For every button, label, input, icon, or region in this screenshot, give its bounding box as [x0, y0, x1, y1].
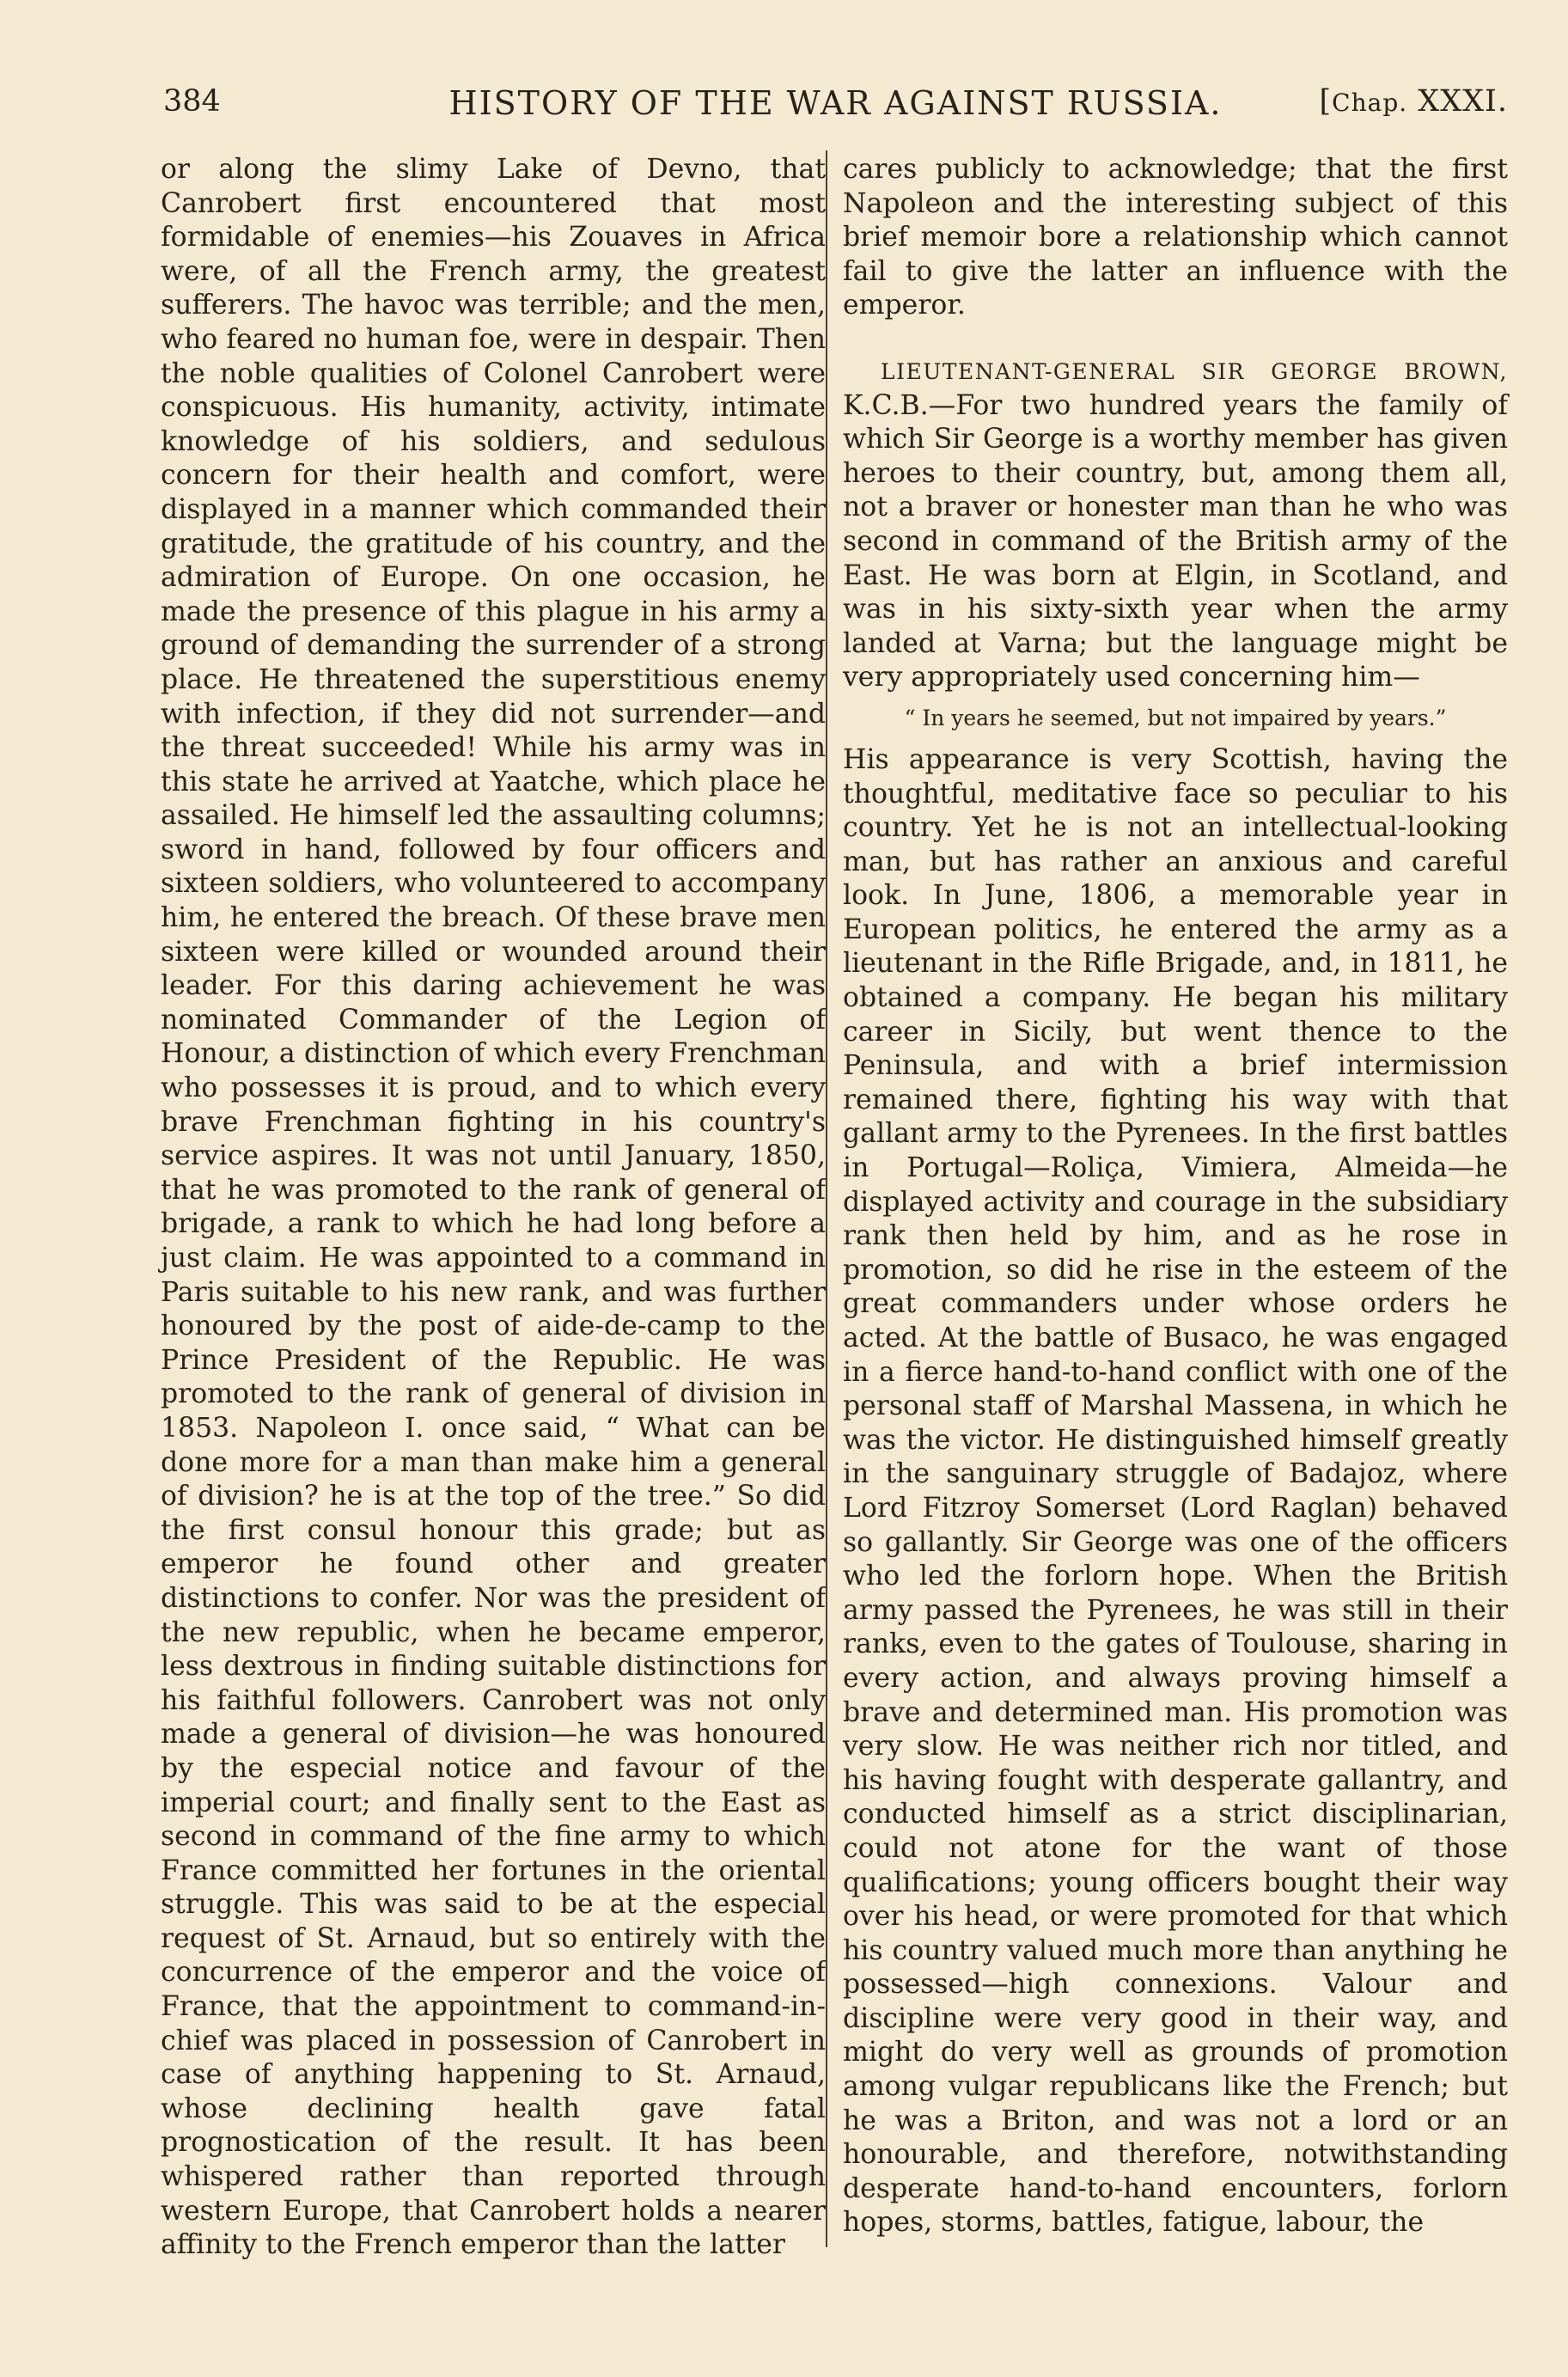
page-number: 384 [163, 84, 221, 119]
body-paragraph: His appearance is very Scottish, having the thoughtful, meditative face so peculiar to his country. Yet he is not an intellectual-looking man, but has rather an anxious and careful look. In June, 1806, a memorable year in European politics, he entered the army as a lieutenant in the Rifle Brigade, and, in 1811, he obtained a company. He began his military career in Sicily, but went thence to the Peninsula, and with a brief intermission remained there, fighting his way with that gallant army to the Pyrenees. In the first battles in Portugal—Roliça, Vimiera, Almeida—he displayed activity and courage in the subsidiary rank then held by him, and as he rose in promotion, so did he rise in the esteem of the great commanders under whose orders he acted. At the battle of Busaco, he was engaged in a fierce hand-to-hand conflict with one of the personal staff of Marshal Massena, in which he was the victor. He distinguished himself greatly in the sanguinary struggle of Badajoz, where Lord Fitzroy Somerset (Lord Raglan) behaved so gallantly. Sir George was one of the officers who led the forlorn hope. When the British army passed the Pyrenees, he was still in their ranks, even to the gates of Toulouse, sharing in every action, and always proving himself a brave and determined man. His promotion was very slow. He was neither rich nor titled, and his having fought with desperate gallantry, and conducted himself as a strict disciplinarian, could not atone for the want of those qualifications; young officers bought their way over his head, or were promoted for that which his country valued much more than anything he possessed—high connexions. Valour and discipline were very good in their way, and might do very well as grounds of promotion among vulgar republicans like the French; but he was a Briton, and was not a lord or an honourable, and therefore, notwithstanding desperate hand-to-hand encounters, forlorn hopes, storms, battles, fatigue, labour, the [843, 743, 1508, 2239]
section-intro-paragraph [843, 354, 1508, 695]
verse-quote: “ In years he seemed, but not impaired by years.” [904, 705, 1447, 730]
chapter-bracket: [ [1319, 84, 1333, 119]
running-title: HISTORY OF THE WAR AGAINST RUSSIA. [448, 84, 1223, 122]
body-paragraph: or along the slimy Lake of Devno, that Canrobert first encountered that most formidable of enemies—his Zouaves in Africa were, of all the French army, the greatest sufferers. The havoc was terrible; and the men, who feared no human foe, were in despair. Then the noble qualities of Colonel Canrobert were conspicuous. His humanity, activity, intimate knowledge of his soldiers, and sedulous concern for their health and comfort, were displayed in a manner which commanded their gratitude, the gratitude of his country, and the admiration of Europe. On one occasion, he made the presence of this plague in his army a ground of demanding the surrender of a strong place. He threatened the superstitious enemy with infection, if they did not surrender—and the threat succeeded! While his army was in this state he arrived at Yaatche, which place he assailed. He himself led the assaulting columns; sword in hand, followed by four officers and sixteen soldiers, who volunteered to accompany him, he entered the breach. Of these brave men sixteen were killed or wounded around their leader. For this daring achievement he was nominated Commander of the Legion of Honour, a distinction of which every Frenchman who possesses it is proud, and to which every brave Frenchman fighting in his country's service aspires. It was not until January, 1850, that he was promoted to the rank of general of brigade, a rank to which he had long before a just claim. He was appointed to a command in Paris suitable to his new rank, and was further honoured by the post of aide-de-camp to the Prince President of the Republic. He was promoted to the rank of general of division in 1853. Napoleon I. once said, “ What can be done more for a man than make him a general of division? he is at the top of the tree.” So did the first consul honour this grade; but as emperor he found other and greater distinctions to confer. Nor was the president of the new republic, when he became emperor, less dextrous in finding suitable distinctions for his faithful followers. Canrobert was not only made a general of division—he was honoured by the especial notice and favour of the imperial court; and finally sent to the East as second in command of the fine army to which France committed her fortunes in the oriental struggle. This was said to be at the especial request of St. Arnaud, but so entirely with the concurrence of the emperor and the voice of France, that the appointment to command-in-chief was placed in possession of Canrobert in case of anything happening to St. Arnaud, whose declining health gave fatal prognostication of the result. It has been whispered rather than reported through western Europe, that Canrobert holds a nearer affinity to the French emperor than the latter [161, 154, 826, 2261]
running-header [163, 84, 1508, 125]
continuation-paragraph: cares publicly to acknowledge; that the first Napoleon and the interesting subject of this brief memoir bore a relationship which cannot fail to give the latter an influence with the emperor. [843, 154, 1508, 321]
chapter-number: XXXI. [1418, 84, 1508, 119]
right-column [843, 153, 1508, 2240]
section-intro: K.C.B.—For two hundred years the family of which Sir George is a worthy member has given heroes to their country, but, among them all, not a braver or honester man than he who was second in command of the British army of the East. He was born at Elgin, in Scotland, and was in his sixty-sixth year when the army landed at Varna; but the language might be very appropriately used concerning him— [843, 389, 1508, 694]
chapter-label [1320, 84, 1508, 119]
chapter-word: Chap. [1332, 89, 1408, 117]
left-column [161, 153, 826, 2263]
section-heading: LIEUTENANT-GENERAL SIR GEORGE BROWN, [881, 358, 1508, 384]
column-divider [826, 150, 827, 2247]
